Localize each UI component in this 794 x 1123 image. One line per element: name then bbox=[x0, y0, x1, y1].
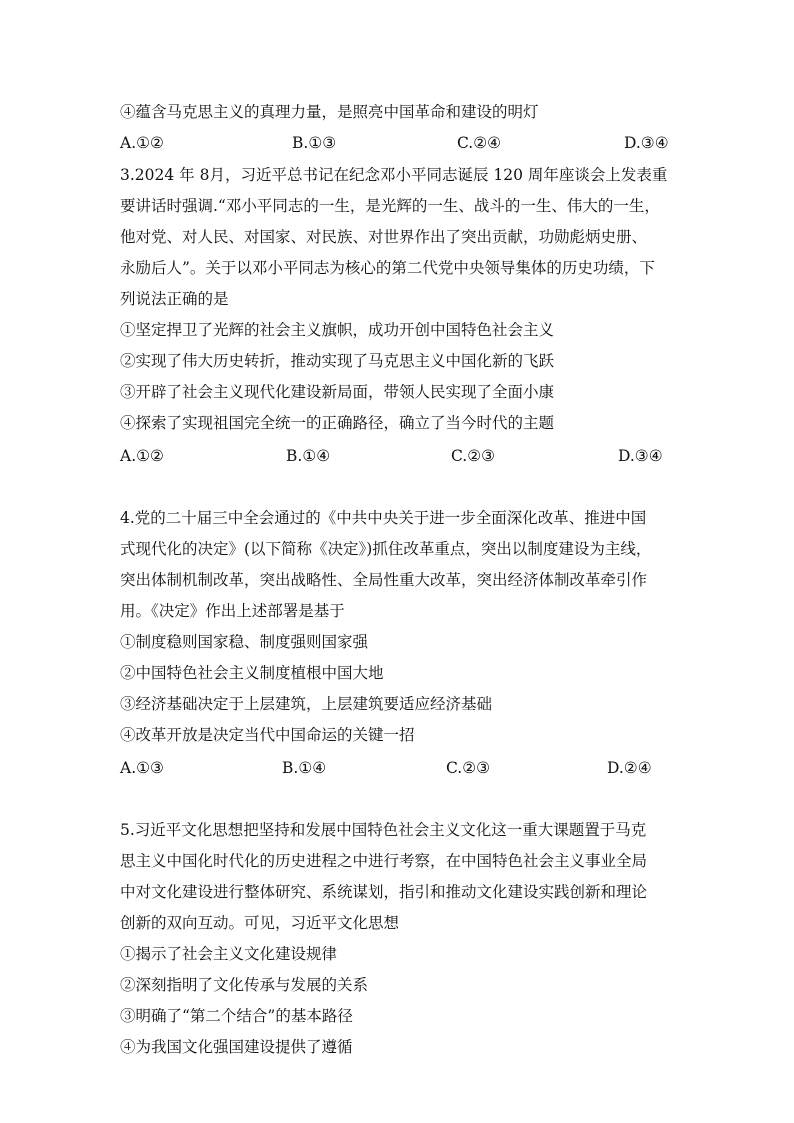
q5-stem-line-2: 思主义中国化时代化的历史进程之中进行考察，在中国特色社会主义事业全局 bbox=[120, 852, 648, 870]
q3-stem-line-3: 他对党、对人民、对国家、对民族、对世界作出了突出贡献，功勋彪炳史册、 bbox=[120, 228, 648, 246]
q3-option-c: C.②③ bbox=[451, 447, 496, 465]
q3-stem-line-2: 要讲话时强调.“邓小平同志的一生，是光辉的一生、战斗的一生、伟大的一生， bbox=[120, 197, 660, 215]
q4-stem-line-4: 用。《决定》作出上述部署是基于 bbox=[120, 602, 345, 620]
q2-item-4: ④蕴含马克思主义的真理力量，是照亮中国革命和建设的明灯 bbox=[120, 103, 539, 121]
q2-option-d: D.③④ bbox=[624, 134, 669, 152]
q4-item-4: ④改革开放是决定当代中国命运的关键一招 bbox=[120, 726, 415, 744]
q4-option-b: B.①④ bbox=[282, 759, 327, 777]
q4-item-1: ①制度稳则国家稳、制度强则国家强 bbox=[120, 633, 369, 651]
q4-stem-line-1: 4.党的二十届三中全会通过的《中共中央关于进一步全面深化改革、推进中国 bbox=[120, 509, 647, 527]
q3-stem-line-1: 3.2024 年 8月，习近平总书记在纪念邓小平同志诞辰 120 周年座谈会上发表重 bbox=[120, 166, 668, 184]
q2-option-a: A.①② bbox=[120, 134, 164, 152]
q5-stem-line-1: 5.习近平文化思想把坚持和发展中国特色社会主义文化这一重大课题置于马克 bbox=[120, 821, 647, 839]
q5-stem-line-3: 中对文化建设进行整体研究、系统谋划，指引和推动文化建设实践创新和理论 bbox=[120, 883, 648, 901]
q4-item-3: ③经济基础决定于上层建筑，上层建筑要适应经济基础 bbox=[120, 695, 493, 713]
q5-item-4: ④为我国文化强国建设提供了遵循 bbox=[120, 1038, 353, 1056]
q3-option-d: D.③④ bbox=[618, 447, 663, 465]
q3-item-4: ④探索了实现祖国完全统一的正确路径，确立了当今时代的主题 bbox=[120, 414, 555, 432]
q4-stem-line-2: 式现代化的决定》(以下简称《决定》)抓住改革重点，突出以制度建设为主线， bbox=[120, 540, 652, 558]
q5-item-3: ③明确了“第二个结合”的基本路径 bbox=[120, 1007, 353, 1025]
q4-option-d: D.②④ bbox=[607, 759, 652, 777]
q3-option-b: B.①④ bbox=[286, 447, 331, 465]
q5-item-2: ②深刻指明了文化传承与发展的关系 bbox=[120, 976, 369, 994]
q3-stem-line-5: 列说法正确的是 bbox=[120, 290, 229, 308]
q5-stem-line-4: 创新的双向互动。可见，习近平文化思想 bbox=[120, 914, 400, 932]
q3-item-3: ③开辟了社会主义现代化建设新局面，带领人民实现了全面小康 bbox=[120, 383, 555, 401]
q4-option-c: C.②③ bbox=[446, 759, 491, 777]
q3-option-a: A.①② bbox=[120, 447, 164, 465]
q2-option-c: C.②④ bbox=[457, 134, 502, 152]
q2-option-b: B.①③ bbox=[292, 134, 337, 152]
q4-option-a: A.①③ bbox=[120, 759, 164, 777]
q5-item-1: ①揭示了社会主义文化建设规律 bbox=[120, 945, 338, 963]
q4-item-2: ②中国特色社会主义制度植根中国大地 bbox=[120, 664, 384, 682]
q3-stem-line-4: 永励后人”。关于以邓小平同志为核心的第二代党中央领导集体的历史功绩，下 bbox=[120, 259, 655, 277]
q3-item-2: ②实现了伟大历史转折，推动实现了马克思主义中国化新的飞跃 bbox=[120, 352, 555, 370]
q4-stem-line-3: 突出体制机制改革，突出战略性、全局性重大改革，突出经济体制改革牵引作 bbox=[120, 571, 648, 589]
q3-item-1: ①坚定捍卫了光辉的社会主义旗帜，成功开创中国特色社会主义 bbox=[120, 321, 555, 339]
